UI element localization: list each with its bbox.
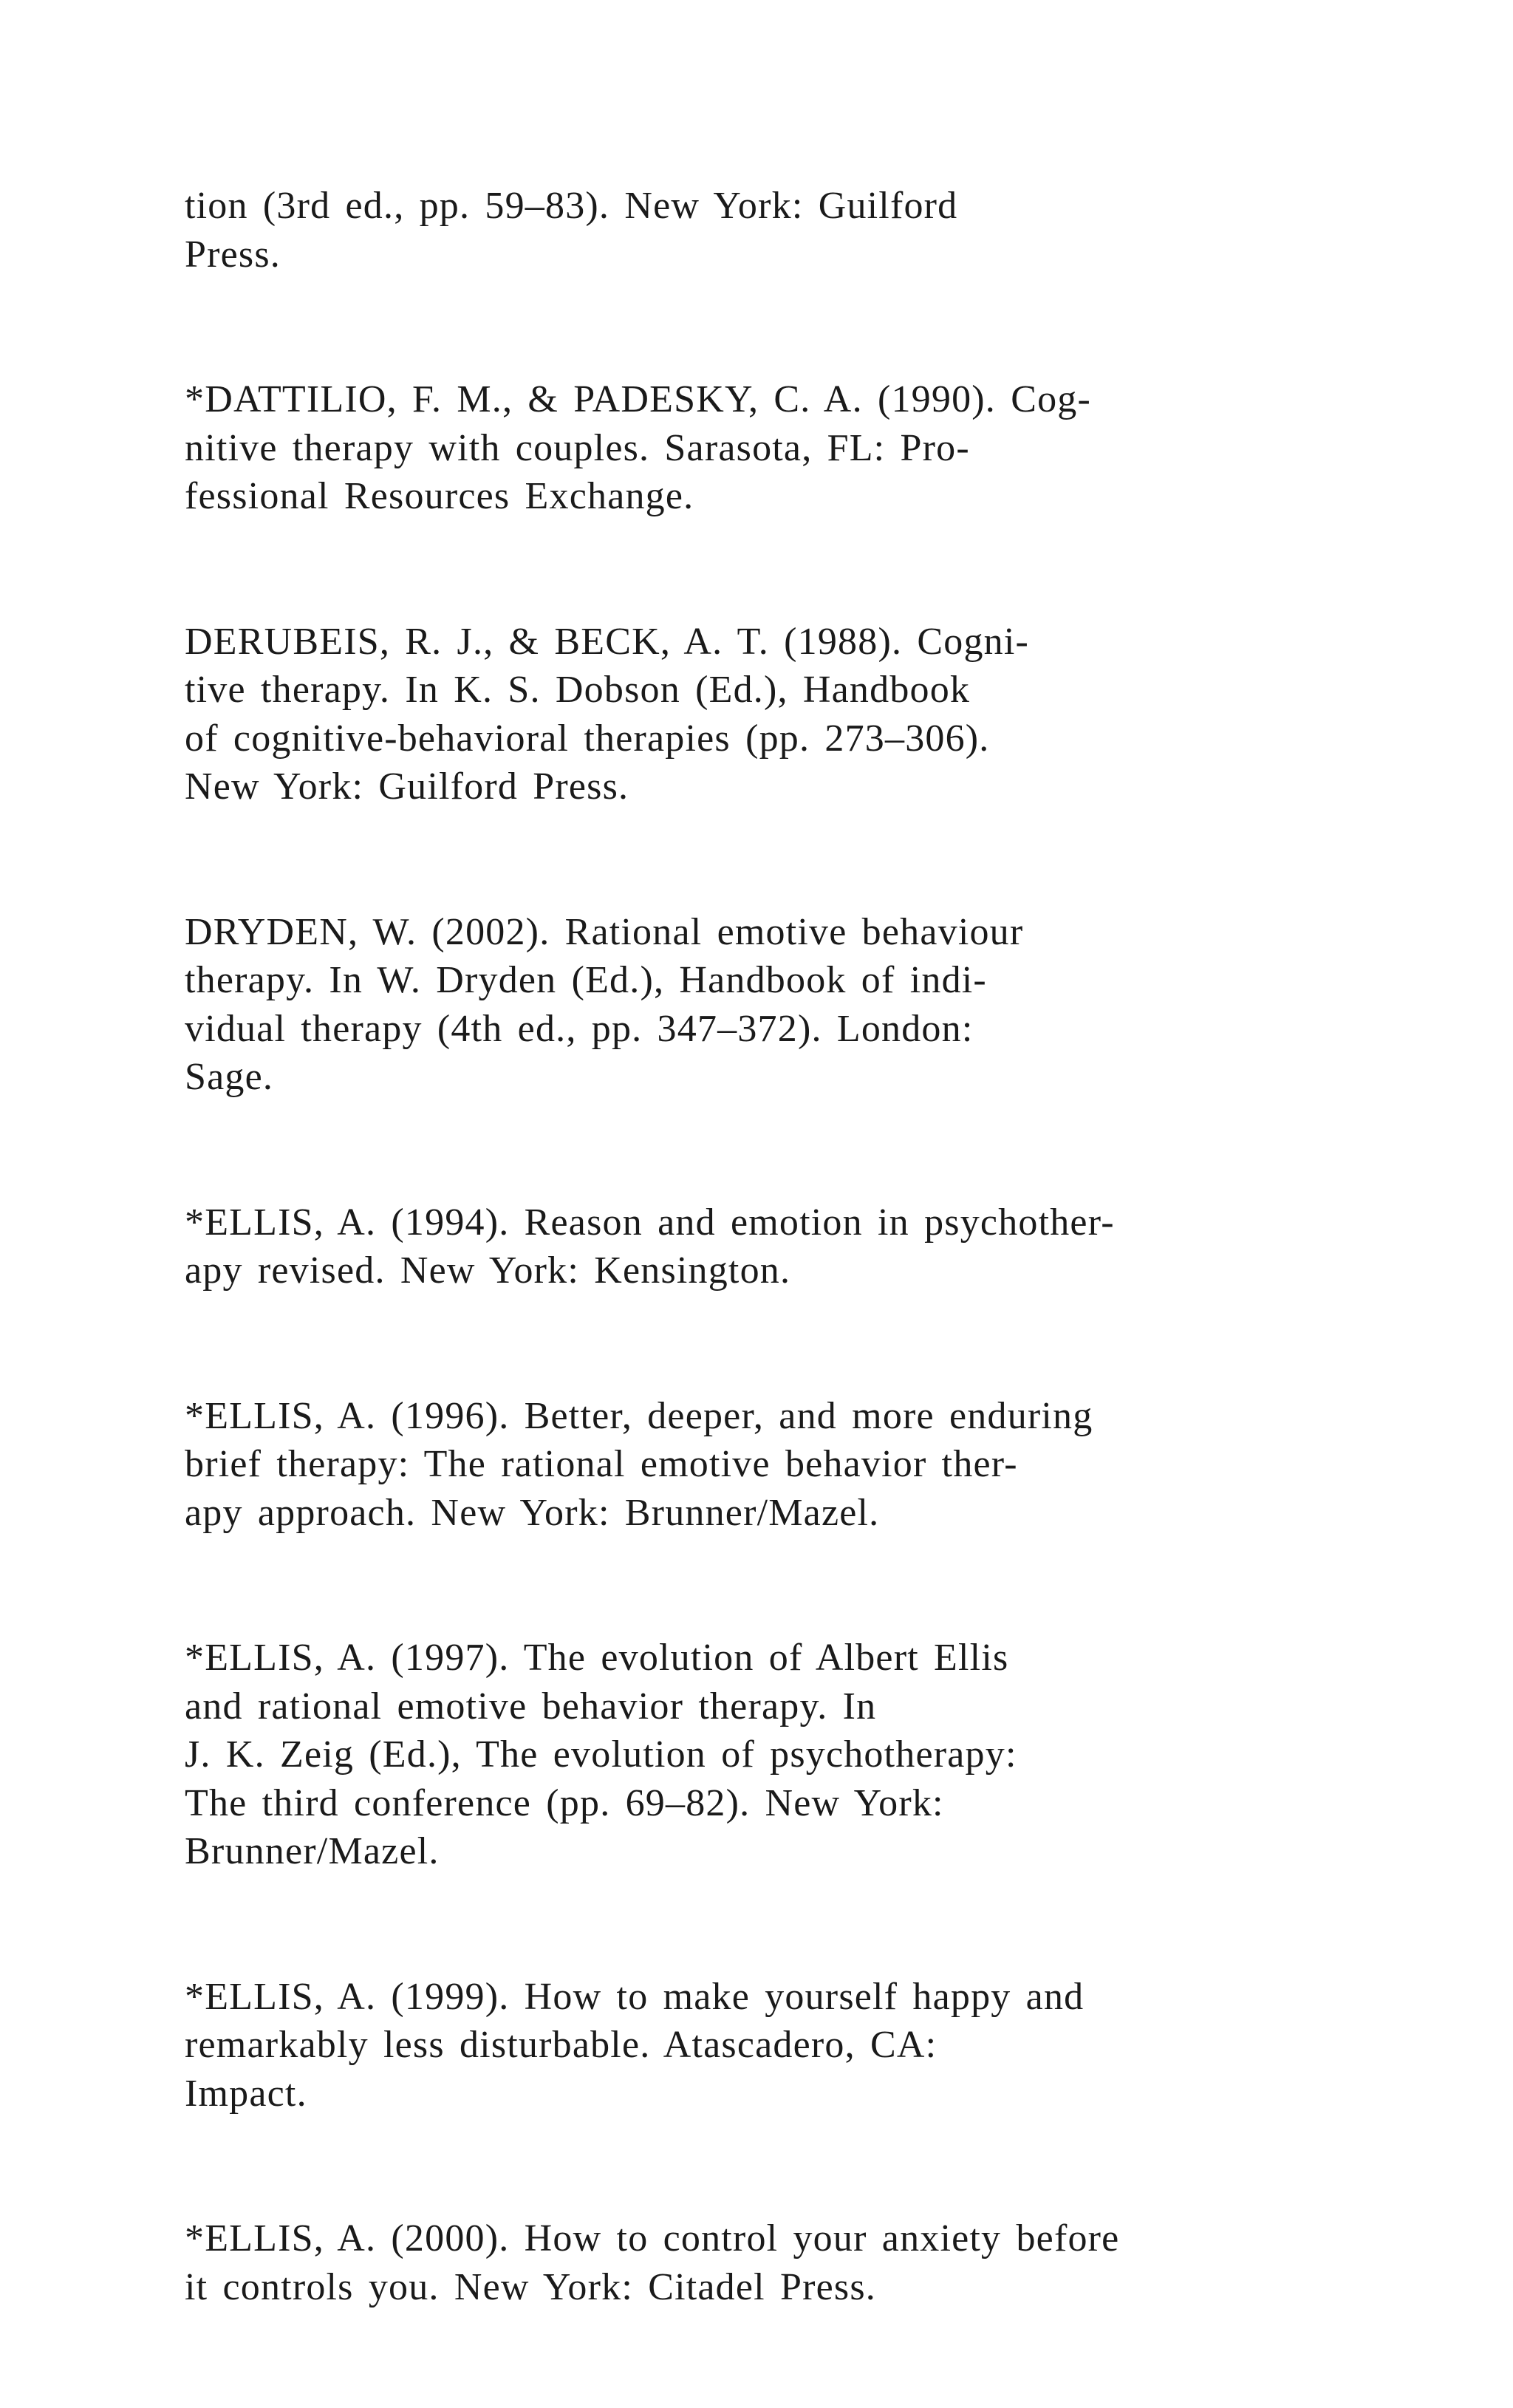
reference-line: *ELLIS, A. (1999). How to make yourself happy and [185, 1975, 1085, 2018]
reference-line: of cognitive-behavioral therapies (pp. 273–306). [185, 717, 990, 760]
reference-entry [185, 2214, 1404, 2311]
reference-line: tion (3rd ed., pp. 59–83). New York: Guilford [185, 185, 958, 227]
reference-line: therapy. In W. Dryden (Ed.), Handbook of indi- [185, 959, 987, 1001]
reference-line: J. K. Zeig (Ed.), The evolution of psychotherapy: [185, 1733, 1017, 1776]
reference-entry [185, 1973, 1404, 2118]
reference-entry [185, 908, 1404, 1102]
reference-line: *DATTILIO, F. M., & PADESKY, C. A. (1990). Cog- [185, 378, 1091, 420]
reference-entry [185, 1392, 1404, 1538]
reference-entry [185, 182, 1404, 279]
reference-list [185, 182, 1404, 2408]
reference-line: Press. [185, 233, 281, 276]
reference-line: *ELLIS, A. (1996). Better, deeper, and more enduring [185, 1394, 1093, 1437]
reference-line: *ELLIS, A. (1997). The evolution of Albert Ellis [185, 1637, 1009, 1679]
reference-line: *ELLIS, A. (1994). Reason and emotion in psychother- [185, 1201, 1115, 1244]
reference-entry [185, 1634, 1404, 1876]
reference-line: Impact. [185, 2072, 307, 2115]
reference-line: The third conference (pp. 69–82). New York: [185, 1781, 944, 1824]
reference-entry [185, 1198, 1404, 1295]
reference-line: apy approach. New York: Brunner/Mazel. [185, 1491, 880, 1534]
reference-line: remarkably less disturbable. Atascadero, CA: [185, 2024, 937, 2066]
reference-line: vidual therapy (4th ed., pp. 347–372). London: [185, 1007, 974, 1050]
reference-line: DRYDEN, W. (2002). Rational emotive behaviour [185, 910, 1024, 953]
reference-line: New York: Guilford Press. [185, 765, 629, 808]
reference-line: it controls you. New York: Citadel Press. [185, 2265, 876, 2308]
reference-line: DERUBEIS, R. J., & BECK, A. T. (1988). Cogni- [185, 620, 1030, 663]
reference-line: tive therapy. In K. S. Dobson (Ed.), Handbook [185, 669, 971, 711]
reference-line: Sage. [185, 1056, 274, 1098]
reference-line: brief therapy: The rational emotive behavior ther- [185, 1443, 1018, 1485]
reference-line: *ELLIS, A. (2000). How to control your anxiety before [185, 2217, 1120, 2259]
reference-line: nitive therapy with couples. Sarasota, FL: Pro- [185, 426, 970, 469]
reference-line: Brunner/Mazel. [185, 1830, 440, 1872]
reference-entry [185, 375, 1404, 521]
reference-line: fessional Resources Exchange. [185, 475, 694, 517]
reference-line: and rational emotive behavior therapy. In [185, 1685, 877, 1727]
reference-line: apy revised. New York: Kensington. [185, 1249, 791, 1292]
reference-entry [185, 618, 1404, 811]
